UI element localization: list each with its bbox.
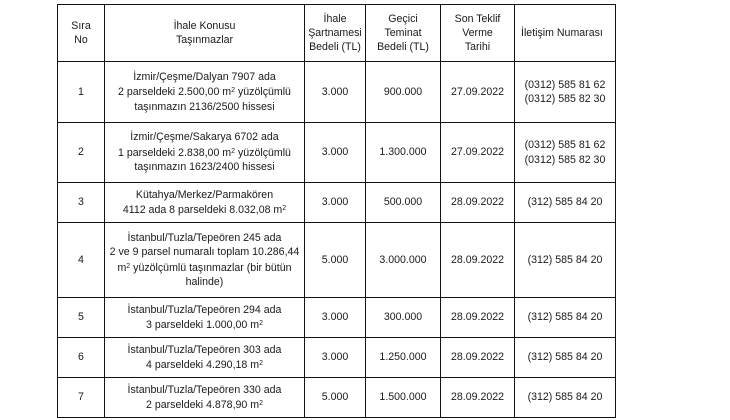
contact-number xyxy=(515,123,616,183)
row-number: 7 xyxy=(58,378,105,418)
property-description-line: İzmir/Çeşme/Dalyan 7907 ada xyxy=(133,70,276,83)
deadline-date: 27.09.2022 xyxy=(441,123,515,183)
spec-fee: 3.000 xyxy=(305,123,366,183)
row-number: 1 xyxy=(58,62,105,123)
contact-number xyxy=(515,183,616,223)
deadline-date: 28.09.2022 xyxy=(441,298,515,338)
header-tarih: Son Teklif Verme Tarihi xyxy=(441,5,515,62)
contact-number-line: (312) 585 84 20 xyxy=(527,253,603,266)
deposit-amount: 1.300.000 xyxy=(366,123,441,183)
property-description-line: İstanbul/Tuzla/Tepeören 294 ada xyxy=(127,303,282,316)
contact-number xyxy=(515,223,616,298)
property-description xyxy=(105,338,305,378)
property-description-line: 1 parseldeki 2.838,00 $m^2$ yüzölçümlü xyxy=(118,146,291,159)
property-description-line: taşınmazın 1623/2400 hissesi xyxy=(134,161,275,174)
property-description xyxy=(105,123,305,183)
row-number: 2 xyxy=(58,123,105,183)
table-row xyxy=(58,62,616,123)
deadline-date: 28.09.2022 xyxy=(441,378,515,418)
spec-fee: 3.000 xyxy=(305,338,366,378)
property-description xyxy=(105,183,305,223)
property-description-line: İzmir/Çeşme/Sakarya 6702 ada xyxy=(130,131,279,144)
table-row xyxy=(58,183,616,223)
tender-table xyxy=(57,4,616,418)
table-row xyxy=(58,223,616,298)
contact-number-line: (0312) 585 81 62 xyxy=(524,139,606,152)
property-description-line: 2 parseldeki 4.878,90 $m^2$ xyxy=(146,399,263,411)
row-number: 3 xyxy=(58,183,105,223)
table-row xyxy=(58,298,616,338)
header-konu: İhale Konusu Taşınmazlar xyxy=(105,5,305,62)
table-row xyxy=(58,378,616,418)
spec-fee: 5.000 xyxy=(305,378,366,418)
property-description-line: halinde) xyxy=(185,275,224,288)
property-description xyxy=(105,298,305,338)
deposit-amount: 900.000 xyxy=(366,62,441,123)
property-description-line: 4 parseldeki 4.290,18 $m^2$ xyxy=(146,359,263,371)
deposit-amount: 3.000.000 xyxy=(366,223,441,298)
property-description xyxy=(105,62,305,123)
property-description-line: 4112 ada 8 parseldeki 8.032,08 $m^2$ xyxy=(122,204,287,216)
spec-fee: 5.000 xyxy=(305,223,366,298)
row-number: 4 xyxy=(58,223,105,298)
property-description-line: 3 parseldeki 1.000,00 $m^2$ xyxy=(146,319,263,331)
deadline-date: 28.09.2022 xyxy=(441,183,515,223)
property-description-line: 2 parseldeki 2.500,00 $m^2$ yüzölçümlü xyxy=(118,86,291,99)
contact-number-line: (0312) 585 81 62 xyxy=(524,78,606,91)
property-description-line: İstanbul/Tuzla/Tepeören 245 ada xyxy=(127,231,282,244)
property-description xyxy=(105,223,305,298)
property-description xyxy=(105,378,305,418)
contact-number xyxy=(515,298,616,338)
property-description-line: İstanbul/Tuzla/Tepeören 330 ada xyxy=(127,383,282,396)
spec-fee: 3.000 xyxy=(305,298,366,338)
table-row xyxy=(58,338,616,378)
deposit-amount: 300.000 xyxy=(366,298,441,338)
spec-fee: 3.000 xyxy=(305,62,366,123)
contact-number-line: (0312) 585 82 30 xyxy=(524,153,606,166)
contact-number xyxy=(515,338,616,378)
property-description-line: 2 ve 9 parsel numaralı toplam 10.286,44 xyxy=(109,246,300,259)
deadline-date: 28.09.2022 xyxy=(441,223,515,298)
header-bedel: İhale Şartnamesi Bedeli (TL) xyxy=(305,5,366,62)
header-teminat: Geçici Teminat Bedeli (TL) xyxy=(366,5,441,62)
deadline-date: 28.09.2022 xyxy=(441,338,515,378)
deposit-amount: 500.000 xyxy=(366,183,441,223)
row-number: 6 xyxy=(58,338,105,378)
deposit-amount: 1.250.000 xyxy=(366,338,441,378)
property-description-line: İstanbul/Tuzla/Tepeören 303 ada xyxy=(127,343,282,356)
contact-number-line: (312) 585 84 20 xyxy=(527,196,603,209)
spec-fee: 3.000 xyxy=(305,183,366,223)
header-row xyxy=(58,5,616,62)
table-row xyxy=(58,123,616,183)
contact-number-line: (312) 585 84 20 xyxy=(527,351,603,364)
property-description-line: taşınmazın 2136/2500 hissesi xyxy=(134,100,275,113)
contact-number xyxy=(515,62,616,123)
deposit-amount: 1.500.000 xyxy=(366,378,441,418)
contact-number-line: (0312) 585 82 30 xyxy=(524,93,606,105)
contact-number-line: (312) 585 84 20 xyxy=(527,391,603,404)
deadline-date: 27.09.2022 xyxy=(441,62,515,123)
contact-number-line: (312) 585 84 20 xyxy=(527,311,603,324)
header-iletisim: İletişim Numarası xyxy=(515,5,616,62)
property-description-line: Kütahya/Merkez/Parmakören xyxy=(135,188,274,201)
header-no: Sıra No xyxy=(58,5,105,62)
property-description-line: $m^2$ yüzölçümlü taşınmazlar (bir bütün xyxy=(117,261,292,274)
contact-number xyxy=(515,378,616,418)
row-number: 5 xyxy=(58,298,105,338)
